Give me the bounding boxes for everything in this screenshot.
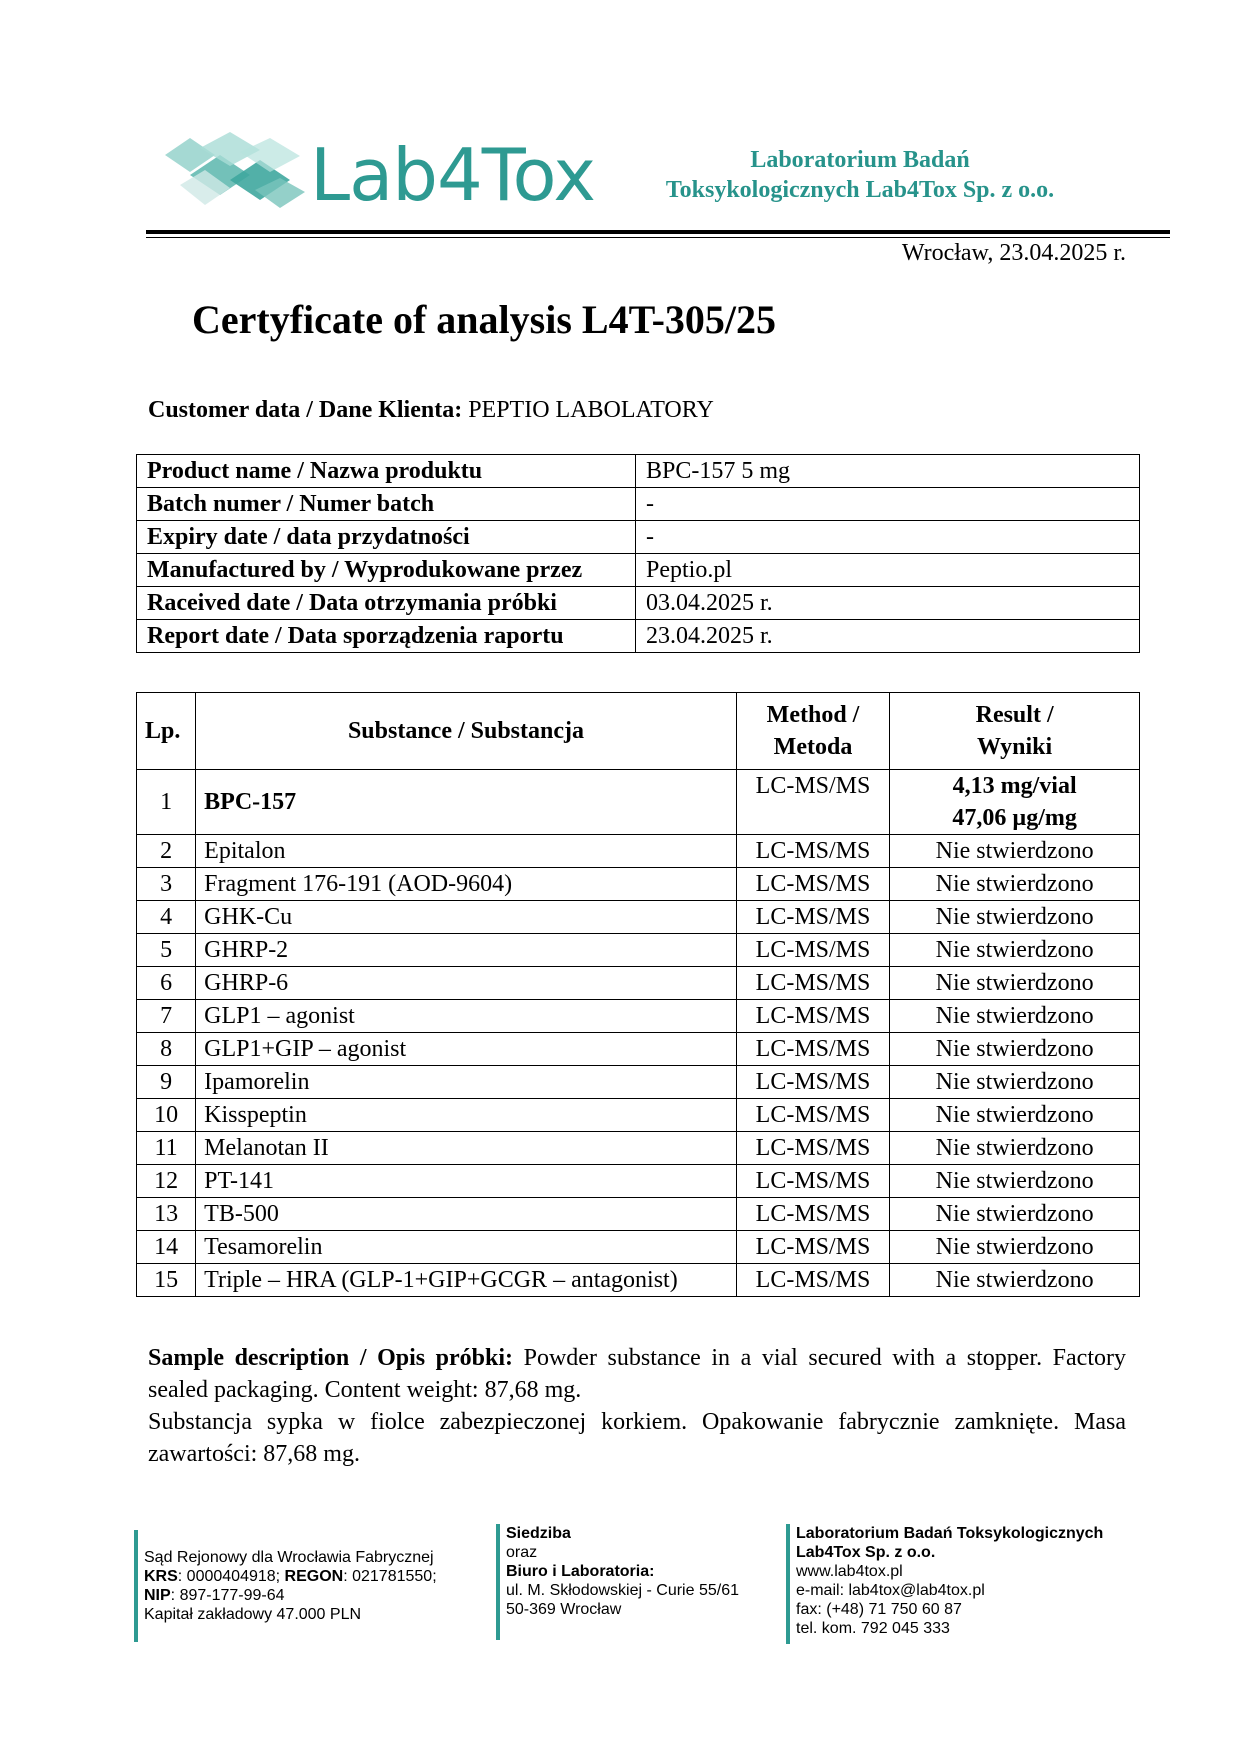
row-method: LC-MS/MS [736, 1165, 889, 1198]
footer-bar [786, 1524, 790, 1644]
row-method: LC-MS/MS [736, 835, 889, 868]
table-row [137, 868, 1140, 901]
row-result: Nie stwierdzono [890, 1066, 1140, 1099]
row-result: Nie stwierdzono [890, 967, 1140, 1000]
row-lp: 1 [137, 770, 196, 835]
row-method: LC-MS/MS [736, 1099, 889, 1132]
row-substance: TB-500 [196, 1198, 737, 1231]
info-value: - [636, 521, 1140, 554]
row-result: Nie stwierdzono [890, 1231, 1140, 1264]
table-row [137, 1099, 1140, 1132]
lab-name [640, 145, 1080, 205]
footer-email[interactable]: e-mail: lab4tox@lab4tox.pl [796, 1582, 985, 1599]
results-header-row [137, 693, 1140, 770]
table-row [137, 1000, 1140, 1033]
row-lp: 4 [137, 901, 196, 934]
row-lp: 2 [137, 835, 196, 868]
row-substance: PT-141 [196, 1165, 737, 1198]
row-method: LC-MS/MS [736, 1264, 889, 1297]
description-label: Sample description / Opis próbki: [148, 1345, 514, 1371]
lab-name-line1: Laboratorium Badań [750, 147, 970, 173]
row-substance: GHRP-2 [196, 934, 737, 967]
customer-label: Customer data / Dane Klienta: [148, 397, 463, 423]
table-row [137, 1066, 1140, 1099]
info-row [137, 587, 1140, 620]
footer-contact [786, 1524, 1136, 1638]
sample-description [148, 1342, 1126, 1470]
row-method: LC-MS/MS [736, 1132, 889, 1165]
customer-data [148, 397, 714, 424]
row-substance: GLP1+GIP – agonist [196, 1033, 737, 1066]
info-label: Expiry date / data przydatności [137, 521, 636, 554]
row-result: Nie stwierdzono [890, 1099, 1140, 1132]
info-row [137, 521, 1140, 554]
issue-date: Wrocław, 23.04.2025 r. [901, 240, 1126, 266]
info-row [137, 455, 1140, 488]
row-method: LC-MS/MS [736, 1198, 889, 1231]
footer-lab-name2: Lab4Tox Sp. z o.o. [796, 1544, 936, 1561]
info-label: Report date / Data sporządzenia raportu [137, 620, 636, 653]
krs-label: KRS [144, 1568, 178, 1585]
footer-fax: fax: (+48) 71 750 60 87 [796, 1601, 962, 1618]
row-substance: Fragment 176-191 (AOD-9604) [196, 868, 737, 901]
row-lp: 12 [137, 1165, 196, 1198]
info-label: Product name / Nazwa produktu [137, 455, 636, 488]
row-result: Nie stwierdzono [890, 934, 1140, 967]
info-row [137, 554, 1140, 587]
logo-text: Lab4Tox [310, 133, 595, 217]
row-result: Nie stwierdzono [890, 1000, 1140, 1033]
row-lp: 13 [137, 1198, 196, 1231]
info-label: Batch numer / Numer batch [137, 488, 636, 521]
table-row [137, 1132, 1140, 1165]
info-value: 03.04.2025 r. [636, 587, 1140, 620]
row-method: LC-MS/MS [736, 1033, 889, 1066]
table-row [137, 967, 1140, 1000]
table-row [137, 1198, 1140, 1231]
footer-street: ul. M. Skłodowskiej - Curie 55/61 [506, 1582, 739, 1599]
row-lp: 10 [137, 1099, 196, 1132]
row-substance: GHK-Cu [196, 901, 737, 934]
info-value: Peptio.pl [636, 554, 1140, 587]
info-value: 23.04.2025 r. [636, 620, 1140, 653]
header-result-line1: Result / [975, 702, 1054, 728]
row-lp: 6 [137, 967, 196, 1000]
nip-label: NIP [144, 1587, 171, 1604]
row-lp: 11 [137, 1132, 196, 1165]
row-result-line1: 4,13 mg/vial [952, 773, 1077, 799]
row-result: Nie stwierdzono [890, 1198, 1140, 1231]
row-result: Nie stwierdzono [890, 1132, 1140, 1165]
footer-web[interactable]: www.lab4tox.pl [796, 1563, 903, 1580]
row-substance: GHRP-6 [196, 967, 737, 1000]
footer-registry [134, 1530, 474, 1624]
row-substance: Ipamorelin [196, 1066, 737, 1099]
footer-krs-regon [144, 1567, 474, 1586]
info-row [137, 488, 1140, 521]
product-info-table [136, 454, 1140, 653]
row-lp: 8 [137, 1033, 196, 1066]
footer-capital: Kapitał zakładowy 47.000 PLN [144, 1606, 362, 1623]
row-result: Nie stwierdzono [890, 835, 1140, 868]
results-table [136, 692, 1140, 1297]
description-en-paragraph [148, 1342, 1126, 1406]
table-row [137, 934, 1140, 967]
company-logo [160, 130, 595, 220]
footer-city: 50-369 Wrocław [506, 1601, 622, 1618]
row-method: LC-MS/MS [736, 868, 889, 901]
page-title: Certyficate of analysis L4T-305/25 [192, 297, 777, 342]
table-row [137, 901, 1140, 934]
info-label: Manufactured by / Wyprodukowane przez [137, 554, 636, 587]
row-substance: Tesamorelin [196, 1231, 737, 1264]
footer-lab-name1: Laboratorium Badań Toksykologicznych [796, 1525, 1104, 1542]
table-row [137, 770, 1140, 835]
header-divider [146, 230, 1170, 234]
footer-bar [134, 1530, 138, 1642]
krs-value: : 0000404918; [177, 1568, 285, 1585]
row-result: Nie stwierdzono [890, 1165, 1140, 1198]
row-lp: 15 [137, 1264, 196, 1297]
row-method: LC-MS/MS [736, 1231, 889, 1264]
header-lp: Lp. [137, 693, 196, 770]
row-method: LC-MS/MS [736, 934, 889, 967]
info-value: - [636, 488, 1140, 521]
row-substance: GLP1 – agonist [196, 1000, 737, 1033]
regon-label: REGON [284, 1568, 344, 1585]
description-en: Powder substance in a vial secured with a stopper. Factory sealed packaging. Content weight: 87,68 mg. [148, 1345, 1126, 1403]
header-result [890, 693, 1140, 770]
row-method: LC-MS/MS [736, 770, 889, 835]
row-result: Nie stwierdzono [890, 1264, 1140, 1297]
header-substance: Substance / Substancja [196, 693, 737, 770]
table-row [137, 1231, 1140, 1264]
footer-office: Biuro i Laboratoria: [506, 1563, 655, 1580]
header-method-line1: Method / [766, 702, 860, 728]
customer-value: PEPTIO LABOLATORY [468, 397, 714, 423]
row-substance: Triple – HRA (GLP-1+GIP+GCGR – antagonist) [196, 1264, 737, 1297]
regon-value: : 021781550; [343, 1568, 437, 1585]
header-divider-thin [146, 237, 1170, 238]
row-substance: Epitalon [196, 835, 737, 868]
row-lp: 9 [137, 1066, 196, 1099]
row-lp: 14 [137, 1231, 196, 1264]
row-result: Nie stwierdzono [890, 1033, 1140, 1066]
table-row [137, 1165, 1140, 1198]
footer-bar [496, 1524, 500, 1640]
row-lp: 7 [137, 1000, 196, 1033]
row-result [890, 770, 1140, 835]
footer-seat: Siedziba [506, 1525, 571, 1542]
logo-tiles-icon [160, 130, 310, 220]
header-method [736, 693, 889, 770]
info-row [137, 620, 1140, 653]
row-method: LC-MS/MS [736, 901, 889, 934]
row-method: LC-MS/MS [736, 1000, 889, 1033]
row-method: LC-MS/MS [736, 967, 889, 1000]
info-value: BPC-157 5 mg [636, 455, 1140, 488]
footer-tel: tel. kom. 792 045 333 [796, 1620, 950, 1637]
row-result: Nie stwierdzono [890, 901, 1140, 934]
table-row [137, 1033, 1140, 1066]
table-row [137, 835, 1140, 868]
header-result-line2: Wyniki [977, 734, 1053, 760]
description-pl: Substancja sypka w fiolce zabezpieczonej korkiem. Opakowanie fabrycznie zamknięte. Masa zawartości: 87,68 mg. [148, 1409, 1126, 1467]
footer-and: oraz [506, 1544, 538, 1561]
table-row [137, 1264, 1140, 1297]
row-substance: Melanotan II [196, 1132, 737, 1165]
row-substance: Kisspeptin [196, 1099, 737, 1132]
info-label: Raceived date / Data otrzymania próbki [137, 587, 636, 620]
row-substance: BPC-157 [196, 770, 737, 835]
nip-value: : 897-177-99-64 [170, 1587, 285, 1604]
lab-name-line2: Toksykologicznych Lab4Tox Sp. z o.o. [665, 177, 1055, 203]
row-result-line2: 47,06 µg/mg [952, 805, 1077, 831]
footer-address [496, 1524, 766, 1619]
footer-court: Sąd Rejonowy dla Wrocławia Fabrycznej [144, 1549, 434, 1566]
footer-nip [144, 1586, 474, 1605]
row-method: LC-MS/MS [736, 1066, 889, 1099]
row-result: Nie stwierdzono [890, 868, 1140, 901]
row-lp: 3 [137, 868, 196, 901]
row-lp: 5 [137, 934, 196, 967]
header-method-line2: Metoda [773, 734, 853, 760]
